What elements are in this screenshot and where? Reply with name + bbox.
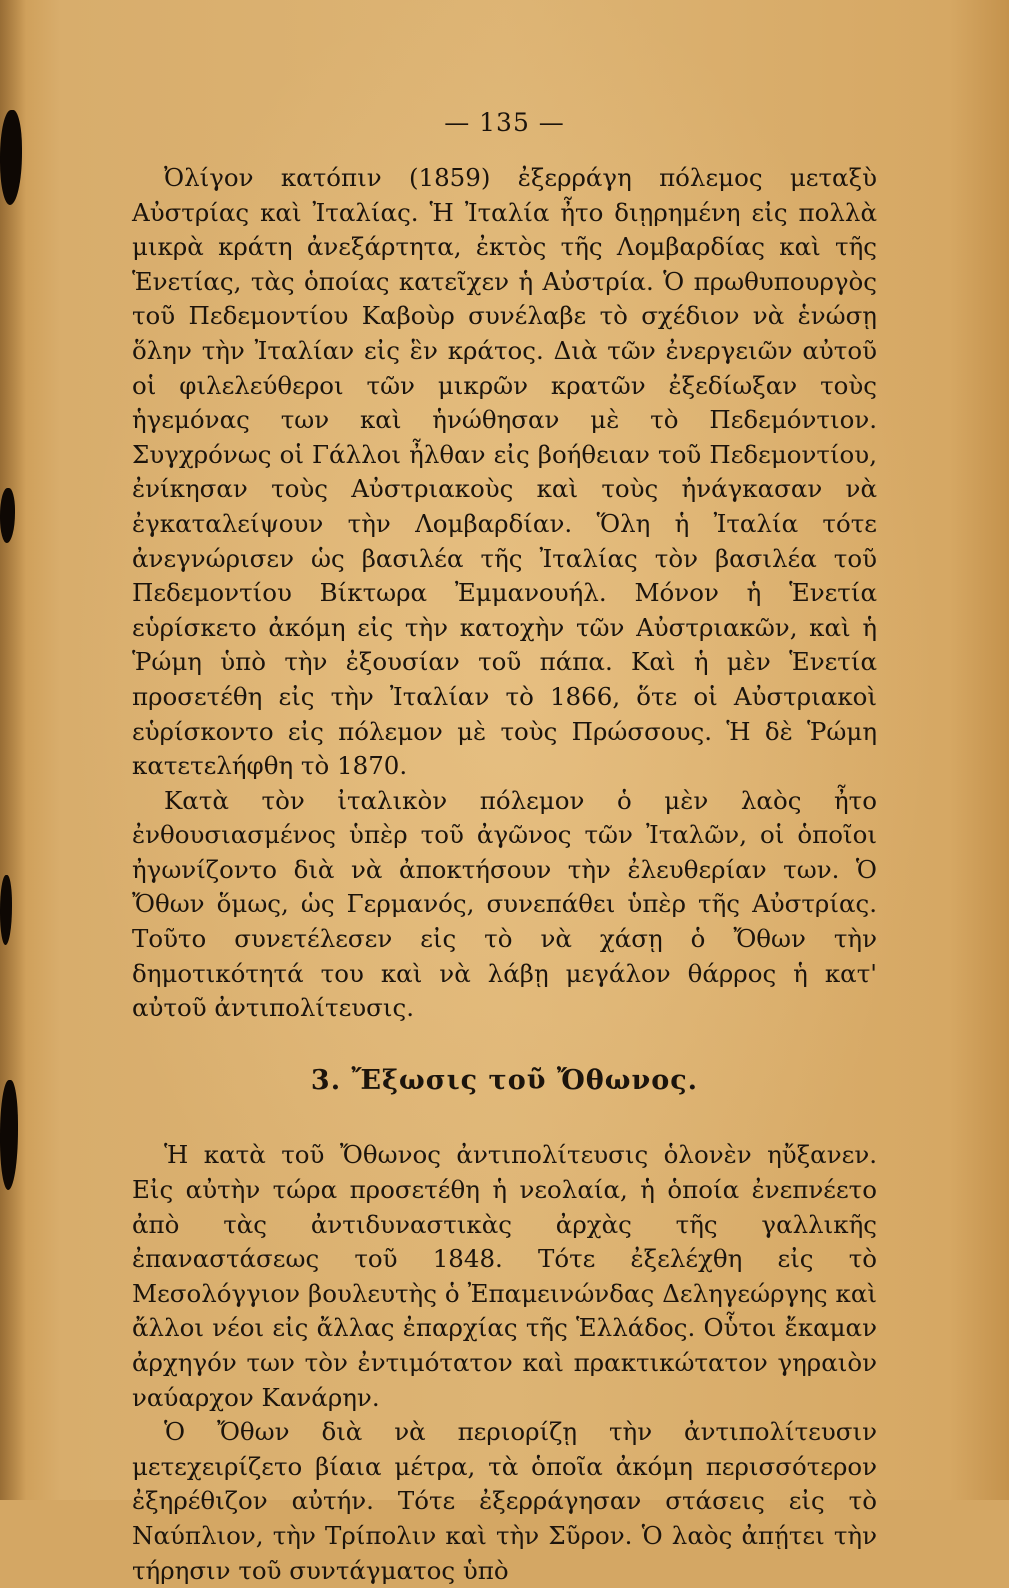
paragraph: Κατὰ τὸν ἰταλικὸν πόλεμον ὁ μὲν λαὸς ἦτο ἐνθουσιασμένος ὑπὲρ τοῦ ἀγῶνος τῶν Ἰταλῶν, οἱ ὁποῖοι ἠγωνίζοντο διὰ νὰ ἀποκτήσουν τὴν ἐλευθερίαν των. Ὁ Ὄθων ὅμως, ὡς Γερμανός, συνεπάθει ὑπὲρ τῆς Αὐστρίας. Τοῦτο συνετέλεσεν εἰς τὸ νὰ χάσῃ ὁ Ὄθων τὴν δημοτικότητά του καὶ νὰ λάβῃ μεγάλον θάρρος ἡ κατ' αὐτοῦ ἀντιπολίτευσις. [132,785,877,1023]
paragraph: Ὁ Ὄθων διὰ νὰ περιορίζῃ τὴν ἀντιπολίτευσιν μετεχειρίζετο βίαια μέτρα, τὰ ὁποῖα ἀκόμη περισσότερον ἐξηρέθιζον αὐτήν. Τότε ἐξερράγησαν στάσεις εἰς τὸ Ναύπλιον, τὴν Τρίπολιν καὶ τὴν Σῦρον. Ὁ λαὸς ἀπῄτει τὴν τήρησιν τοῦ συντάγματος ὑπὸ [132,1417,877,1585]
page-number: — 135 — [444,108,565,137]
paragraph: Ὀλίγον κατόπιν (1859) ἐξερράγη πόλεμος μεταξὺ Αὐστρίας καὶ Ἰταλίας. Ἡ Ἰταλία ἦτο διῃρημένη εἰς πολλὰ μικρὰ κράτη ἀνεξάρτητα, ἐκτὸς τῆς Λομβαρδίας καὶ τῆς Ἑνετίας, τὰς ὁποίας κατεῖχεν ἡ Αὐστρία. Ὁ πρωθυπουργὸς τοῦ Πεδεμοντίου Καβοὺρ συνέλαβε τὸ σχέδιον νὰ ἑνώσῃ ὅλην τὴν Ἰταλίαν εἰς ἓν κράτος. Διὰ τῶν ἐνεργειῶν αὐτοῦ οἱ φιλελεύθεροι τῶν μικρῶν κρατῶν ἐξεδίωξαν τοὺς ἡγεμόνας των καὶ ἡνώθησαν μὲ τὸ Πεδεμόντιον. Συγχρόνως οἱ Γάλλοι ἦλθαν εἰς βοήθειαν τοῦ Πεδεμοντίου, ἐνίκησαν τοὺς Αὐστριακοὺς καὶ τοὺς ἠνάγκασαν νὰ ἐγκαταλείψουν τὴν Λομβαρδίαν. Ὅλη ἡ Ἰταλία τότε ἀνεγνώρισεν ὡς βασιλέα τῆς Ἰταλίας τὸν βασιλέα τοῦ Πεδεμοντίου Βίκτωρα Ἐμμανουήλ. Μόνον ἡ Ἑνετία εὑρίσκετο ἀκόμη εἰς τὴν κατοχὴν τῶν Αὐστριακῶν, καὶ ἡ Ῥώμη ὑπὸ τὴν ἐξουσίαν τοῦ πάπα. Καὶ ἡ μὲν Ἑνετία προσετέθη εἰς τὴν Ἰταλίαν τὸ 1866, ὅτε οἱ Αὐστριακοὶ εὑρίσκοντο εἰς πόλεμον μὲ τοὺς Πρώσσους. Ἡ δὲ Ῥώμη κατετελήφθη τὸ 1870. [132,163,877,781]
page-edge-shadow [0,0,26,1500]
section-heading: 3. Ἔξωσις τοῦ Ὄθωνος. [310,1064,699,1096]
paragraph: Ἡ κατὰ τοῦ Ὄθωνος ἀντιπολίτευσις ὁλονὲν ηὔξανεν. Εἰς αὐτὴν τώρα προσετέθη ἡ νεολαία, ἡ ὁποία ἐνεπνέετο ἀπὸ τὰς ἀντιδυναστικὰς ἀρχὰς τῆς γαλλικῆς ἐπαναστάσεως τοῦ 1848. Τότε ἐξελέχθη εἰς τὸ Μεσολόγγιον βουλευτὴς ὁ Ἐπαμεινώνδας Δεληγεώργης καὶ ἄλλοι νέοι εἰς ἄλλας ἐπαρχίας τῆς Ἑλλάδος. Οὗτοι ἔκαμαν ἀρχηγόν των τὸν ἐντιμότατον καὶ πρακτικώτατον γηραιὸν ναύαρχον Κανάρην. [132,1140,877,1412]
body-text [132,161,877,1588]
